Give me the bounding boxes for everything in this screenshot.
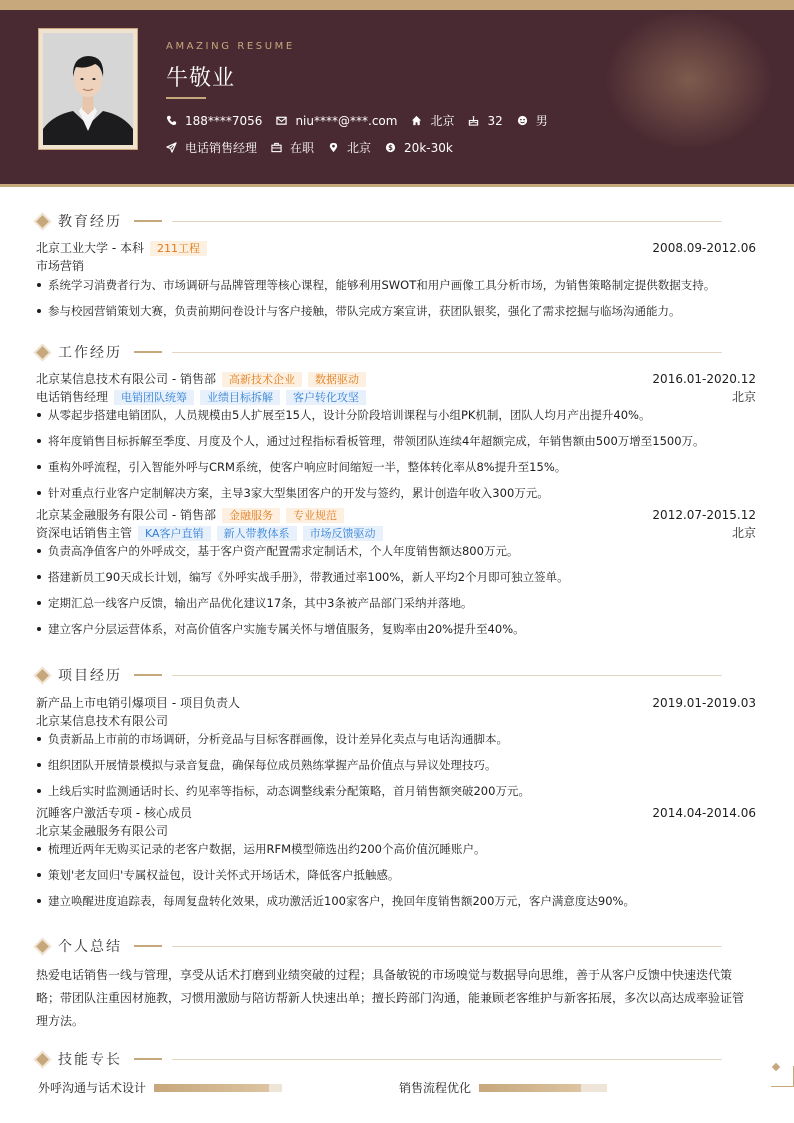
list-item: 组织团队开展情景模拟与录音复盘，确保每位成员熟练掌握产品价值点与异议处理技巧。	[36, 756, 756, 782]
diamond-icon	[36, 1053, 49, 1066]
skill-item	[38, 1079, 282, 1096]
diamond-icon	[36, 940, 49, 953]
email-address: niu****@***.com	[295, 113, 398, 128]
send-icon	[166, 142, 177, 153]
skill-bar	[154, 1084, 282, 1092]
job-intent-row	[166, 139, 467, 156]
skills-section	[36, 1049, 756, 1069]
target-city-info	[328, 139, 371, 156]
target-city: 北京	[347, 141, 372, 155]
list-item: 建立唤醒进度追踪表，每周复盘转化效果，成功激活近100家客户，挽回年度销售额200万元，客户满意度达90%。	[36, 892, 756, 918]
list-item: 定期汇总一线客户反馈，输出产品优化建议17条，其中3条被产品部门采纳并落地。	[36, 594, 756, 620]
section-header	[36, 665, 756, 685]
section-header	[36, 211, 756, 231]
job-city: 北京	[731, 390, 756, 404]
job-date: 2016.01-2020.12	[652, 372, 756, 386]
svg-text:$: $	[388, 143, 393, 152]
gender-info	[517, 112, 548, 129]
name-underline	[166, 97, 206, 99]
section-title: 技能专长	[58, 1052, 122, 1068]
role-tag: 客户转化攻坚	[286, 390, 366, 405]
section-header	[36, 1049, 756, 1069]
section-title: 教育经历	[58, 214, 122, 230]
role-tag: 电销团队统筹	[114, 390, 194, 405]
target-position-info	[166, 139, 257, 156]
project-date: 2019.01-2019.03	[652, 696, 756, 710]
employment-status-info	[271, 139, 314, 156]
skill-item	[399, 1079, 607, 1096]
profile-photo-frame	[38, 28, 138, 150]
list-item: 针对重点行业客户定制解决方案，主导3家大型集团客户的开发与签约，累计创造年收入300万元。	[36, 484, 756, 506]
list-item: 上线后实时监测通话时长、约见率等指标，动态调整线索分配策略，首月销售额突破200万元。	[36, 782, 756, 804]
diamond-icon	[36, 215, 49, 228]
project-name: 沉睡客户激活专项 - 核心成员	[36, 806, 192, 820]
company-name: 北京某信息技术有限公司 - 销售部	[36, 372, 216, 386]
summary-section	[36, 936, 756, 1033]
list-item: 参与校园营销策划大赛，负责前期问卷设计与客户接触，带队完成方案宣讲，获团队银奖，强化了需求挖掘与临场沟通能力。	[36, 302, 756, 328]
employment-status: 在职	[290, 141, 315, 155]
project-org: 北京某信息技术有限公司	[36, 714, 169, 728]
diamond-icon	[36, 346, 49, 359]
company-tag: 金融服务	[222, 508, 280, 523]
candidate-name: 牛敬业	[166, 66, 236, 91]
skill-bar-fill	[154, 1084, 269, 1092]
job-city: 北京	[731, 526, 756, 540]
gender: 男	[535, 114, 548, 128]
diamond-icon	[36, 669, 49, 682]
list-item: 搭建新员工90天成长计划，编写《外呼实战手册》，带教通过率100%，新人平均2个月即可独立签单。	[36, 568, 756, 594]
home-city-info	[411, 112, 454, 129]
cake-icon	[468, 115, 479, 126]
project-entry	[36, 694, 756, 712]
list-item: 策划'老友回归'专属权益包，设计关怀式开场话术，降低客户抵触感。	[36, 866, 756, 892]
job-entry	[36, 370, 756, 388]
list-item: 重构外呼流程，引入智能外呼与CRM系统，使客户响应时间缩短一半，整体转化率从8%提升至15%。	[36, 458, 756, 484]
work-section	[36, 342, 756, 646]
skill-bar-fill	[479, 1084, 581, 1092]
project-org: 北京某金融服务有限公司	[36, 824, 169, 838]
company-tag: 高新技术企业	[222, 372, 302, 387]
list-item: 系统学习消费者行为、市场调研与品牌管理等核心课程，能够利用SWOT和用户画像工具分析市场，为销售策略制定提供数据支持。	[36, 276, 756, 302]
skill-name: 外呼沟通与话术设计	[38, 1081, 147, 1095]
home-city: 北京	[430, 114, 455, 128]
list-item: 负责新品上市前的市场调研，分析竞品与目标客群画像，设计差异化卖点与电话沟通脚本。	[36, 730, 756, 756]
school-tag: 211工程	[150, 241, 207, 256]
top-accent-strip	[0, 0, 794, 10]
job-role: 资深电话销售主管	[36, 526, 133, 540]
list-item: 梳理近两年无购买记录的老客户数据，运用RFM模型筛选出约200个高价值沉睡账户。	[36, 840, 756, 866]
role-tag: KA客户直销	[138, 526, 211, 541]
home-icon	[411, 115, 422, 126]
profile-photo	[43, 33, 133, 145]
role-tag: 业绩目标拆解	[200, 390, 280, 405]
summary-text: 热爱电话销售一线与管理，享受从话术打磨到业绩突破的过程；具备敏锐的市场嗅觉与数据导向思维，善于从客户反馈中快速迭代策略；带团队注重因材施教，习惯用激励与陪访帮新人快速出单；擅长跨部门沟通，能兼顾老客维护与新客拓展，多次以高达成率验证管理方法。	[36, 968, 745, 1028]
age: 32	[487, 113, 503, 128]
resume-subtitle: AMAZING RESUME	[166, 41, 295, 52]
section-title: 工作经历	[58, 345, 122, 361]
gender-icon	[517, 115, 528, 126]
school-name: 北京工业大学 - 本科	[36, 241, 144, 255]
mail-icon	[276, 115, 287, 126]
phone-number: 188****7056	[185, 113, 263, 128]
company-name: 北京某金融服务有限公司 - 销售部	[36, 508, 216, 522]
job-role: 电话销售经理	[36, 390, 109, 404]
job-role-row	[36, 524, 756, 542]
list-item: 将年度销售目标拆解至季度、月度及个人，通过过程指标看板管理，带领团队连续4年超额完成，年销售额由500万增至1500万。	[36, 432, 756, 458]
salary-icon	[385, 142, 396, 153]
job-entry	[36, 506, 756, 524]
location-icon	[328, 142, 339, 153]
skill-name: 销售流程优化	[399, 1081, 472, 1095]
company-tag: 数据驱动	[308, 372, 366, 387]
contact-info-row	[166, 112, 562, 129]
list-item: 从零起步搭建电销团队，人员规模由5人扩展至15人，设计分阶段培训课程与小组PK机制，团队人均月产出提升40%。	[36, 406, 756, 432]
company-tag: 专业规范	[286, 508, 344, 523]
role-tag: 市场反馈驱动	[303, 526, 383, 541]
email-info	[276, 114, 397, 128]
resume-header	[0, 10, 794, 184]
list-item: 建立客户分层运营体系，对高价值客户实施专属关怀与增值服务，复购率由20%提升至40%。	[36, 620, 756, 646]
project-name: 新产品上市电销引爆项目 - 项目负责人	[36, 696, 240, 710]
target-position: 电话销售经理	[185, 141, 258, 155]
expected-salary-info	[385, 141, 453, 155]
briefcase-icon	[271, 142, 282, 153]
section-header	[36, 342, 756, 362]
phone-icon	[166, 115, 177, 126]
section-title: 个人总结	[58, 939, 122, 955]
project-entry	[36, 804, 756, 822]
projects-section	[36, 665, 756, 918]
section-header	[36, 936, 756, 956]
person-portrait-icon	[43, 33, 133, 145]
education-date: 2008.09-2012.06	[652, 241, 756, 255]
project-date: 2014.04-2014.06	[652, 806, 756, 820]
job-date: 2012.07-2015.12	[652, 508, 756, 522]
major: 市场营销	[36, 259, 85, 273]
phone-info	[166, 114, 262, 128]
job-role-row	[36, 388, 756, 406]
expected-salary: 20k-30k	[404, 140, 453, 155]
education-section	[36, 211, 756, 328]
role-tag: 新人带教体系	[217, 526, 297, 541]
education-entry	[36, 239, 756, 257]
header-bottom-border	[0, 184, 794, 187]
skill-bar	[479, 1084, 607, 1092]
section-title: 项目经历	[58, 668, 122, 684]
age-info	[468, 114, 502, 128]
list-item: 负责高净值客户的外呼成交，基于客户资产配置需求定制话术，个人年度销售额达800万元。	[36, 542, 756, 568]
